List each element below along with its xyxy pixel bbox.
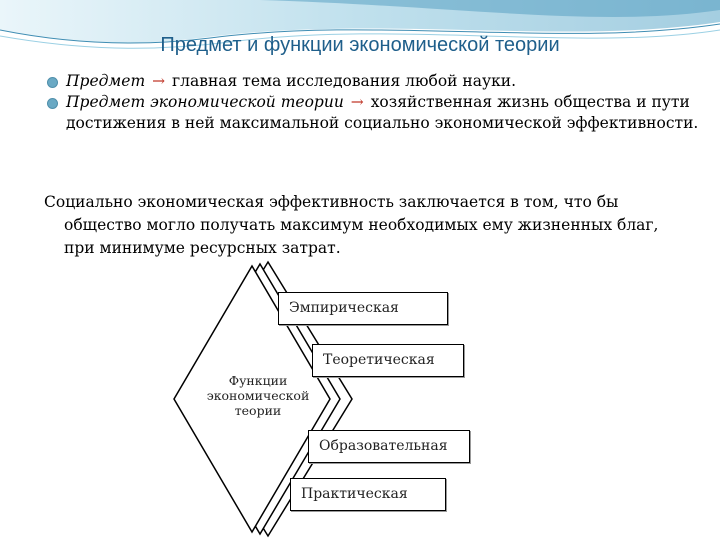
diagram-center-label <box>198 373 318 418</box>
functions-diagram <box>150 258 500 540</box>
bullet-term: Предмет экономической теории <box>66 93 344 111</box>
function-box-practical: Практическая <box>290 478 446 511</box>
center-label-line: Функции <box>228 373 288 388</box>
arrow-right-icon: → <box>152 72 166 90</box>
arrow-right-icon: → <box>350 93 364 111</box>
efficiency-paragraph: Социально экономическая эффективность заключается в том, что бы общество могло получать максимум необходимых ему жизненных благ, при минимуме ресурсных затрат. <box>44 193 659 257</box>
bullet-text: хозяйственная жизнь общества и пути достижения в ней максимальной социально экономической эффективности. <box>66 93 699 132</box>
bullet-item-economic-subject <box>44 92 704 134</box>
bullet-term: Предмет <box>66 72 146 90</box>
function-box-theoretical: Теоретическая <box>312 344 464 377</box>
function-box-educational: Образовательная <box>308 430 470 463</box>
function-box-empirical: Эмпирическая <box>278 292 448 325</box>
bullet-marker-icon <box>47 77 58 88</box>
center-label-line: теории <box>234 403 282 418</box>
bullet-marker-icon <box>47 98 58 109</box>
slide-title: Предмет и функции экономической теории <box>160 34 560 56</box>
bullet-text: главная тема исследования любой науки. <box>172 72 517 90</box>
center-label-line: экономической <box>206 388 310 403</box>
bullet-list <box>44 71 704 134</box>
bullet-item-subject <box>44 71 704 92</box>
